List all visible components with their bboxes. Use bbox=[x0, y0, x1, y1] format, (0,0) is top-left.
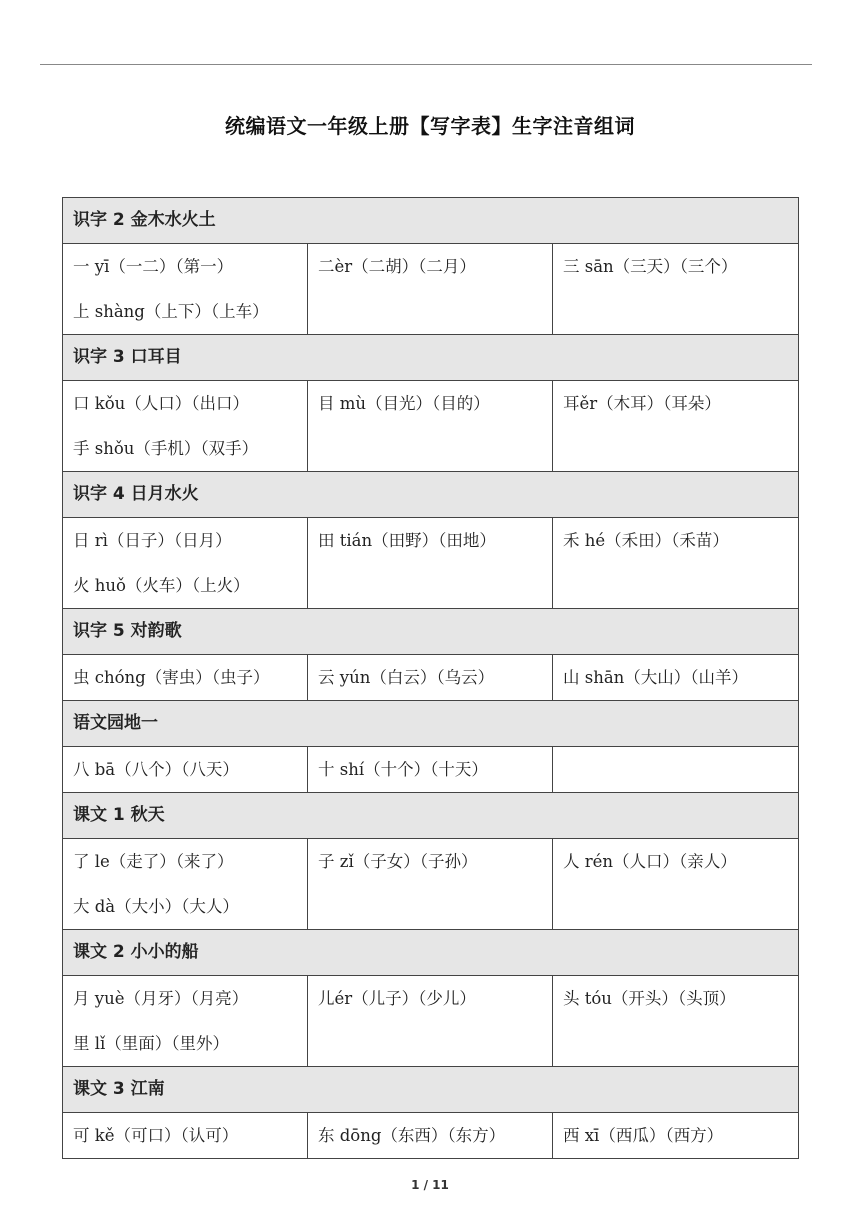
section-heading: 语文园地一 bbox=[63, 701, 799, 747]
section-header-row bbox=[63, 1067, 799, 1113]
character-cell bbox=[553, 244, 799, 335]
table-row bbox=[63, 244, 799, 335]
page-number: 1 / 11 bbox=[411, 1178, 449, 1192]
section-heading: 课文 2 小小的船 bbox=[63, 930, 799, 976]
character-entry: 山 shān（大山）（山羊） bbox=[563, 668, 749, 687]
character-cell bbox=[63, 1113, 308, 1159]
section-heading: 识字 2 金木水火土 bbox=[63, 198, 799, 244]
character-cell bbox=[553, 655, 799, 701]
table-row bbox=[63, 518, 799, 609]
character-entry: 二èr（二胡）（二月） bbox=[318, 257, 476, 276]
page-title: 统编语文一年级上册【写字表】生字注音组词 bbox=[225, 114, 635, 138]
character-cell bbox=[308, 518, 553, 609]
section-header-row bbox=[63, 930, 799, 976]
section-header-row bbox=[63, 198, 799, 244]
character-cell bbox=[553, 747, 799, 793]
character-entry: 大 dà（大小）（大人） bbox=[73, 897, 239, 916]
table-row bbox=[63, 976, 799, 1067]
character-entry: 十 shí（十个）（十天） bbox=[318, 760, 488, 779]
table-row bbox=[63, 747, 799, 793]
character-cell bbox=[63, 655, 308, 701]
section-heading: 课文 1 秋天 bbox=[63, 793, 799, 839]
character-cell bbox=[63, 244, 308, 335]
character-entry: 了 le（走了）（来了） bbox=[73, 852, 234, 871]
header-rule bbox=[40, 64, 812, 65]
character-cell bbox=[63, 839, 308, 930]
character-cell bbox=[553, 976, 799, 1067]
character-entry: 头 tóu（开头）（头顶） bbox=[563, 989, 736, 1008]
section-header-row bbox=[63, 609, 799, 655]
character-entry: 八 bā（八个）（八天） bbox=[73, 760, 239, 779]
character-cell bbox=[553, 381, 799, 472]
character-cell bbox=[308, 655, 553, 701]
character-entry: 日 rì（日子）（日月） bbox=[73, 531, 232, 550]
section-heading: 课文 3 江南 bbox=[63, 1067, 799, 1113]
character-entry: 火 huǒ（火车）（上火） bbox=[73, 576, 250, 595]
section-header-row bbox=[63, 701, 799, 747]
character-entry: 手 shǒu（手机）（双手） bbox=[73, 439, 259, 458]
character-cell bbox=[553, 839, 799, 930]
section-heading: 识字 3 口耳目 bbox=[63, 335, 799, 381]
character-cell bbox=[308, 839, 553, 930]
character-entry: 儿ér（儿子）（少儿） bbox=[318, 989, 476, 1008]
character-table bbox=[62, 197, 799, 1159]
section-header-row bbox=[63, 793, 799, 839]
character-entry: 三 sān（三天）（三个） bbox=[563, 257, 738, 276]
character-cell bbox=[63, 747, 308, 793]
character-entry: 口 kǒu（人口）（出口） bbox=[73, 394, 250, 413]
section-header-row bbox=[63, 335, 799, 381]
table-row bbox=[63, 655, 799, 701]
section-header-row bbox=[63, 472, 799, 518]
section-heading: 识字 4 日月水火 bbox=[63, 472, 799, 518]
character-cell bbox=[308, 976, 553, 1067]
character-cell bbox=[308, 381, 553, 472]
character-cell bbox=[63, 976, 308, 1067]
character-cell bbox=[308, 1113, 553, 1159]
character-entry: 禾 hé（禾田）（禾苗） bbox=[563, 531, 729, 550]
character-entry: 虫 chóng（害虫）（虫子） bbox=[73, 668, 270, 687]
table-row bbox=[63, 839, 799, 930]
character-cell bbox=[553, 1113, 799, 1159]
character-entry: 子 zǐ（子女）（子孙） bbox=[318, 852, 478, 871]
table-row bbox=[63, 381, 799, 472]
character-entry: 东 dōng（东西）（东方） bbox=[318, 1126, 506, 1145]
character-cell bbox=[308, 747, 553, 793]
character-entry: 田 tián（田野）（田地） bbox=[318, 531, 496, 550]
character-entry: 一 yī（一二）（第一） bbox=[73, 257, 234, 276]
character-cell bbox=[308, 244, 553, 335]
table-row bbox=[63, 1113, 799, 1159]
character-entry: 西 xī（西瓜）（西方） bbox=[563, 1126, 724, 1145]
character-entry: 云 yún（白云）（乌云） bbox=[318, 668, 495, 687]
character-cell bbox=[63, 381, 308, 472]
character-entry: 里 lǐ（里面）（里外） bbox=[73, 1034, 230, 1053]
character-entry: 月 yuè（月牙）（月亮） bbox=[73, 989, 249, 1008]
section-heading: 识字 5 对韵歌 bbox=[63, 609, 799, 655]
character-entry: 上 shàng（上下）（上车） bbox=[73, 302, 269, 321]
character-cell bbox=[553, 518, 799, 609]
character-entry: 可 kě（可口）（认可） bbox=[73, 1126, 239, 1145]
character-entry: 耳ěr（木耳）（耳朵） bbox=[563, 394, 721, 413]
character-cell bbox=[63, 518, 308, 609]
character-entry: 目 mù（目光）（目的） bbox=[318, 394, 490, 413]
character-entry: 人 rén（人口）（亲人） bbox=[563, 852, 737, 871]
